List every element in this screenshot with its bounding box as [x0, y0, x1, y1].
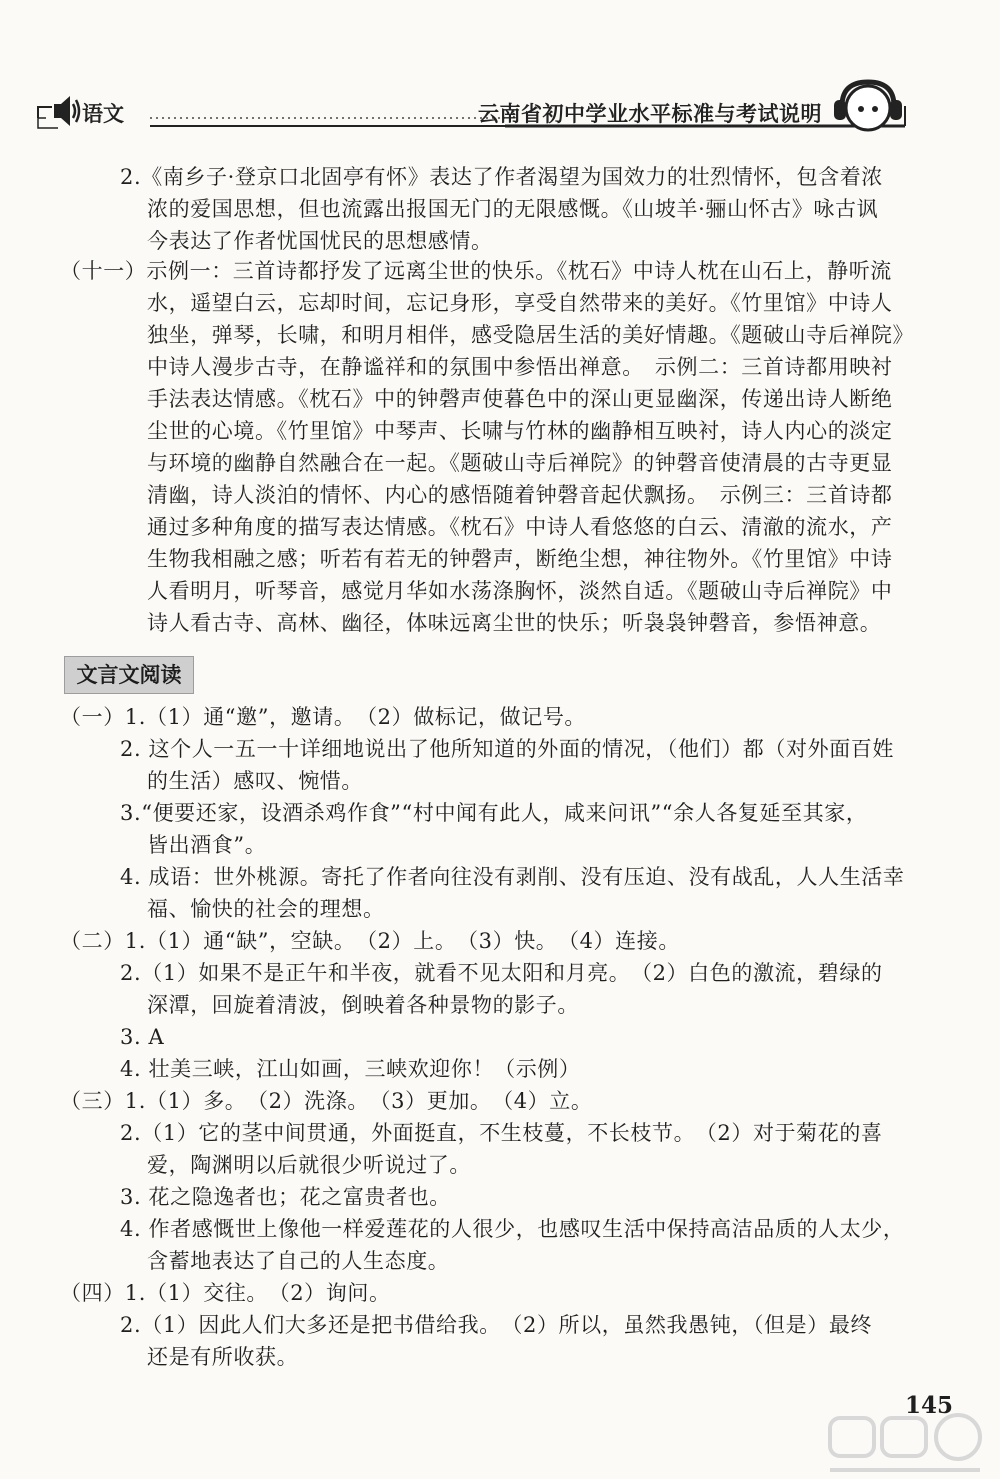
answer-line: 2.（1）如果不是正午和半夜，就看不见太阳和月亮。 （2）白色的激流，碧绿的 — [120, 961, 883, 985]
answer-line: 深潭，回旋着清波，倒映着各种景物的影子。 — [147, 993, 579, 1017]
answer-line: 手法表达情感。《枕石》中的钟磬声使暮色中的深山更显幽深，传递出诗人断绝 — [147, 387, 893, 411]
answer-line: 2.《南乡子·登京口北固亭有怀》表达了作者渴望为国效力的壮烈情怀，包含着浓 — [120, 165, 883, 189]
answer-line: 2. 这个人一五一十详细地说出了他所知道的外面的情况，（他们）都（对外面百姓 — [120, 737, 895, 761]
answer-line: （二）1.（1）通“缺”，空缺。 （2）上。 （3）快。 （4）连接。 — [60, 929, 680, 953]
answer-line: 的生活）感叹、惋惜。 — [147, 769, 363, 793]
answer-line: 浓的爱国思想，但也流露出报国无门的无限感慨。《山坡羊·骊山怀古》咏古讽 — [147, 197, 879, 221]
answer-line: 清幽，诗人淡泊的情怀、内心的感悟随着钟磬音起伏飘扬。 示例三：三首诗都 — [147, 483, 893, 507]
answer-line: 尘世的心境。《竹里馆》中琴声、长啸与竹林的幽静相互映衬，诗人内心的淡定 — [147, 419, 893, 443]
answer-line: 还是有所收获。 — [147, 1345, 299, 1369]
page-number: 145 — [905, 1392, 954, 1419]
answer-line: （四）1.（1）交往。 （2）询问。 — [60, 1281, 391, 1305]
answer-line: 通过多种角度的描写表达情感。《枕石》中诗人看悠悠的白云、清澈的流水，产 — [147, 515, 893, 539]
answer-line: 4. 壮美三峡，江山如画，三峡欢迎你！（示例） — [120, 1057, 581, 1081]
answer-line: 2.（1）它的茎中间贯通，外面挺直，不生枝蔓，不长枝节。 （2）对于菊花的喜 — [120, 1121, 883, 1145]
speaker-icon — [52, 93, 82, 129]
header-series-title: 云南省初中学业水平标准与考试说明 — [478, 102, 822, 126]
watermark-logo — [810, 1410, 1000, 1479]
answer-line: 3. 花之隐逸者也；花之富贵者也。 — [120, 1185, 451, 1209]
answer-line: 皆出酒食”。 — [147, 833, 267, 857]
section-title: 文言文阅读 — [64, 656, 194, 694]
answer-line: 4. 成语：世外桃源。寄托了作者向往没有剥削、没有压迫、没有战乱，人人生活幸 — [120, 865, 905, 889]
answer-line: （十一）示例一：三首诗都抒发了远离尘世的快乐。《枕石》中诗人枕在山石上，静听流 — [60, 259, 892, 283]
answer-line: 诗人看古寺、高林、幽径，体味远离尘世的快乐；听袅袅钟磬音，参悟神意。 — [147, 611, 882, 635]
answer-line: 水，遥望白云，忘却时间，忘记身形，享受自然带来的美好。《竹里馆》中诗人 — [147, 291, 893, 315]
answer-line: 今表达了作者忧国忧民的思想感情。 — [147, 229, 493, 253]
answer-line: （一）1.（1）通“邀”，邀请。 （2）做标记，做记号。 — [60, 705, 587, 729]
answer-line: 生物我相融之感；听若有若无的钟磬声，断绝尘想，神往物外。《竹里馆》中诗 — [147, 547, 893, 571]
answer-line: 3. A — [120, 1025, 165, 1049]
answer-line: 2.（1）因此人们大多还是把书借给我。 （2）所以，虽然我愚钝，（但是）最终 — [120, 1313, 873, 1337]
answer-line: 与环境的幽静自然融合在一起。《题破山寺后禅院》的钟磬音使清晨的古寺更显 — [147, 451, 893, 475]
answer-line: 4. 作者感慨世上像他一样爱莲花的人很少，也感叹生活中保持高洁品质的人太少， — [120, 1217, 905, 1241]
answer-line: 爱，陶渊明以后就很少听说过了。 — [147, 1153, 471, 1177]
headphone-mascot-icon — [828, 76, 908, 136]
page-header — [0, 0, 1000, 140]
answer-line: 3.“便要还家，设酒杀鸡作食”“村中闻有此人，咸来问讯”“余人各复延至其家， — [120, 801, 868, 825]
header-subject: 语文 — [82, 102, 124, 126]
answer-line: 独坐，弹琴，长啸，和明月相伴，感受隐居生活的美好情趣。《题破山寺后禅院》 — [147, 323, 915, 347]
answer-line: 人看明月，听琴音，感觉月华如水荡涤胸怀，淡然自适。《题破山寺后禅院》中 — [147, 579, 893, 603]
answer-line: （三）1.（1）多。 （2）洗涤。 （3）更加。 （4）立。 — [60, 1089, 593, 1113]
answer-line: 中诗人漫步古寺，在静谧祥和的氛围中参悟出禅意。 示例二：三首诗都用映衬 — [147, 355, 893, 379]
answer-line: 福、愉快的社会的理想。 — [147, 897, 385, 921]
answer-line: 含蓄地表达了自己的人生态度。 — [147, 1249, 450, 1273]
